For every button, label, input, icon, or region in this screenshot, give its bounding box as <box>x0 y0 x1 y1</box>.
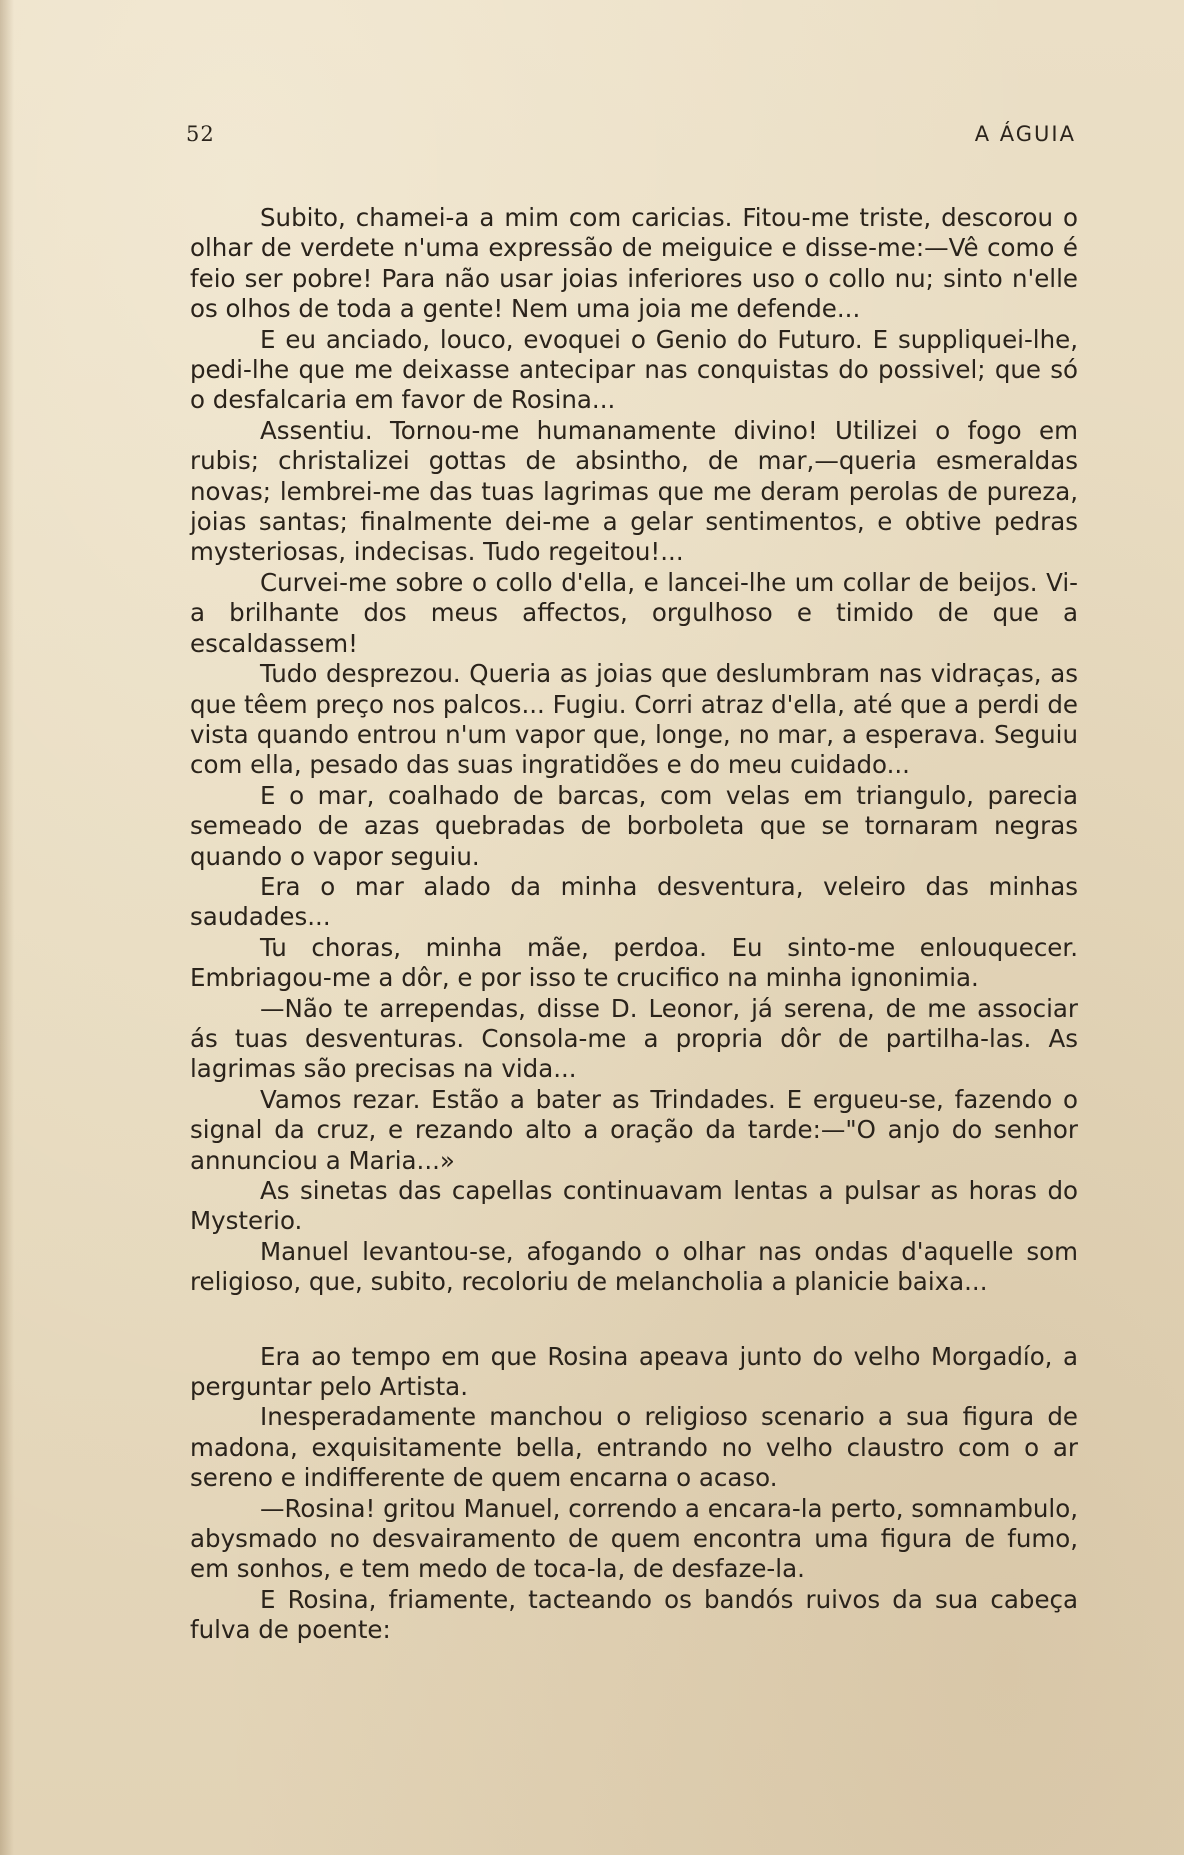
running-title: A ÁGUIA <box>974 122 1076 146</box>
paragraph: —Não te arrependas, disse D. Leonor, já serena, de me associar ás tuas desventuras. Consola-me a propria dôr de partilha-las. As lagrimas são precisas na vida... <box>190 993 1078 1084</box>
paragraph: —Rosina! gritou Manuel, correndo a encara-la perto, somnambulo, abysmado no desvairamento de quem encontra uma figura de fumo, em sonhos, e tem medo de toca-la, de desfaze-la. <box>190 1493 1078 1584</box>
paragraph: Inesperadamente manchou o religioso scenario a sua figura de madona, exquisitamente bella, entrando no velho claustro com o ar sereno e indifferente de quem encarna o acaso. <box>190 1402 1078 1493</box>
page-number: 52 <box>186 122 215 146</box>
paragraph: E Rosina, friamente, tacteando os bandós ruivos da sua cabeça fulva de poente: <box>190 1584 1078 1645</box>
body-text <box>190 203 1078 1646</box>
paragraph: Manuel levantou-se, afogando o olhar nas ondas d'aquelle som religioso, que, subito, recoloriu de melancholia a planicie baixa... <box>190 1236 1078 1297</box>
paragraph: Curvei-me sobre o collo d'ella, e lancei-lhe um collar de beijos. Vi-a brilhante dos meus affectos, orgulhoso e timido de que a escaldassem! <box>190 567 1078 658</box>
paragraph: Tu choras, minha mãe, perdoa. Eu sinto-me enlouquecer. Embriagou-me a dôr, e por isso te crucifico na minha ignonimia. <box>190 932 1078 993</box>
paragraph: E o mar, coalhado de barcas, com velas em triangulo, parecia semeado de azas quebradas de borboleta que se tornaram negras quando o vapor seguiu. <box>190 780 1078 871</box>
page-header <box>186 122 1076 152</box>
paragraph: Era ao tempo em que Rosina apeava junto do velho Morgadío, a perguntar pelo Artista. <box>190 1341 1078 1402</box>
paragraph: Assentiu. Tornou-me humanamente divino! Utilizei o fogo em rubis; christalizei gottas de absintho, de mar,—queria esmeraldas novas; lembrei-me das tuas lagrimas que me deram perolas de pureza, joias santas; finalmente dei-me a gelar sentimentos, e obtive pedras mysteriosas, indecisas. Tudo regeitou!... <box>190 415 1078 567</box>
paragraph: As sinetas das capellas continuavam lentas a pulsar as horas do Mysterio. <box>190 1176 1078 1236</box>
paragraph: Era o mar alado da minha desventura, veleiro das minhas saudades... <box>190 871 1078 932</box>
section-break <box>190 1298 1078 1342</box>
page-edge-shadow <box>0 0 14 1855</box>
paragraph: Subito, chamei-a a mim com caricias. Fitou-me triste, descorou o olhar de verdete n'uma expressão de meiguice e disse-me:—Vê como é feio ser pobre! Para não usar joias inferiores uso o collo nu; sinto n'elle os olhos de toda a gente! Nem uma joia me defende... <box>190 203 1078 324</box>
paragraph: Tudo desprezou. Queria as joias que deslumbram nas vidraças, as que têem preço nos palcos... Fugiu. Corri atraz d'ella, até que a perdi de vista quando entrou n'um vapor que, longe, no mar, a esperava. Seguiu com ella, pesado das suas ingratidões e do meu cuidado... <box>190 659 1078 780</box>
paragraph: E eu anciado, louco, evoquei o Genio do Futuro. E suppliquei-lhe, pedi-lhe que me deixasse antecipar nas conquistas do possivel; que só o desfalcaria em favor de Rosina... <box>190 324 1078 415</box>
paragraph: Vamos rezar. Estão a bater as Trindades. E ergueu-se, fazendo o signal da cruz, e rezando alto a oração da tarde:—"O anjo do senhor annunciou a Maria...» <box>190 1084 1078 1175</box>
